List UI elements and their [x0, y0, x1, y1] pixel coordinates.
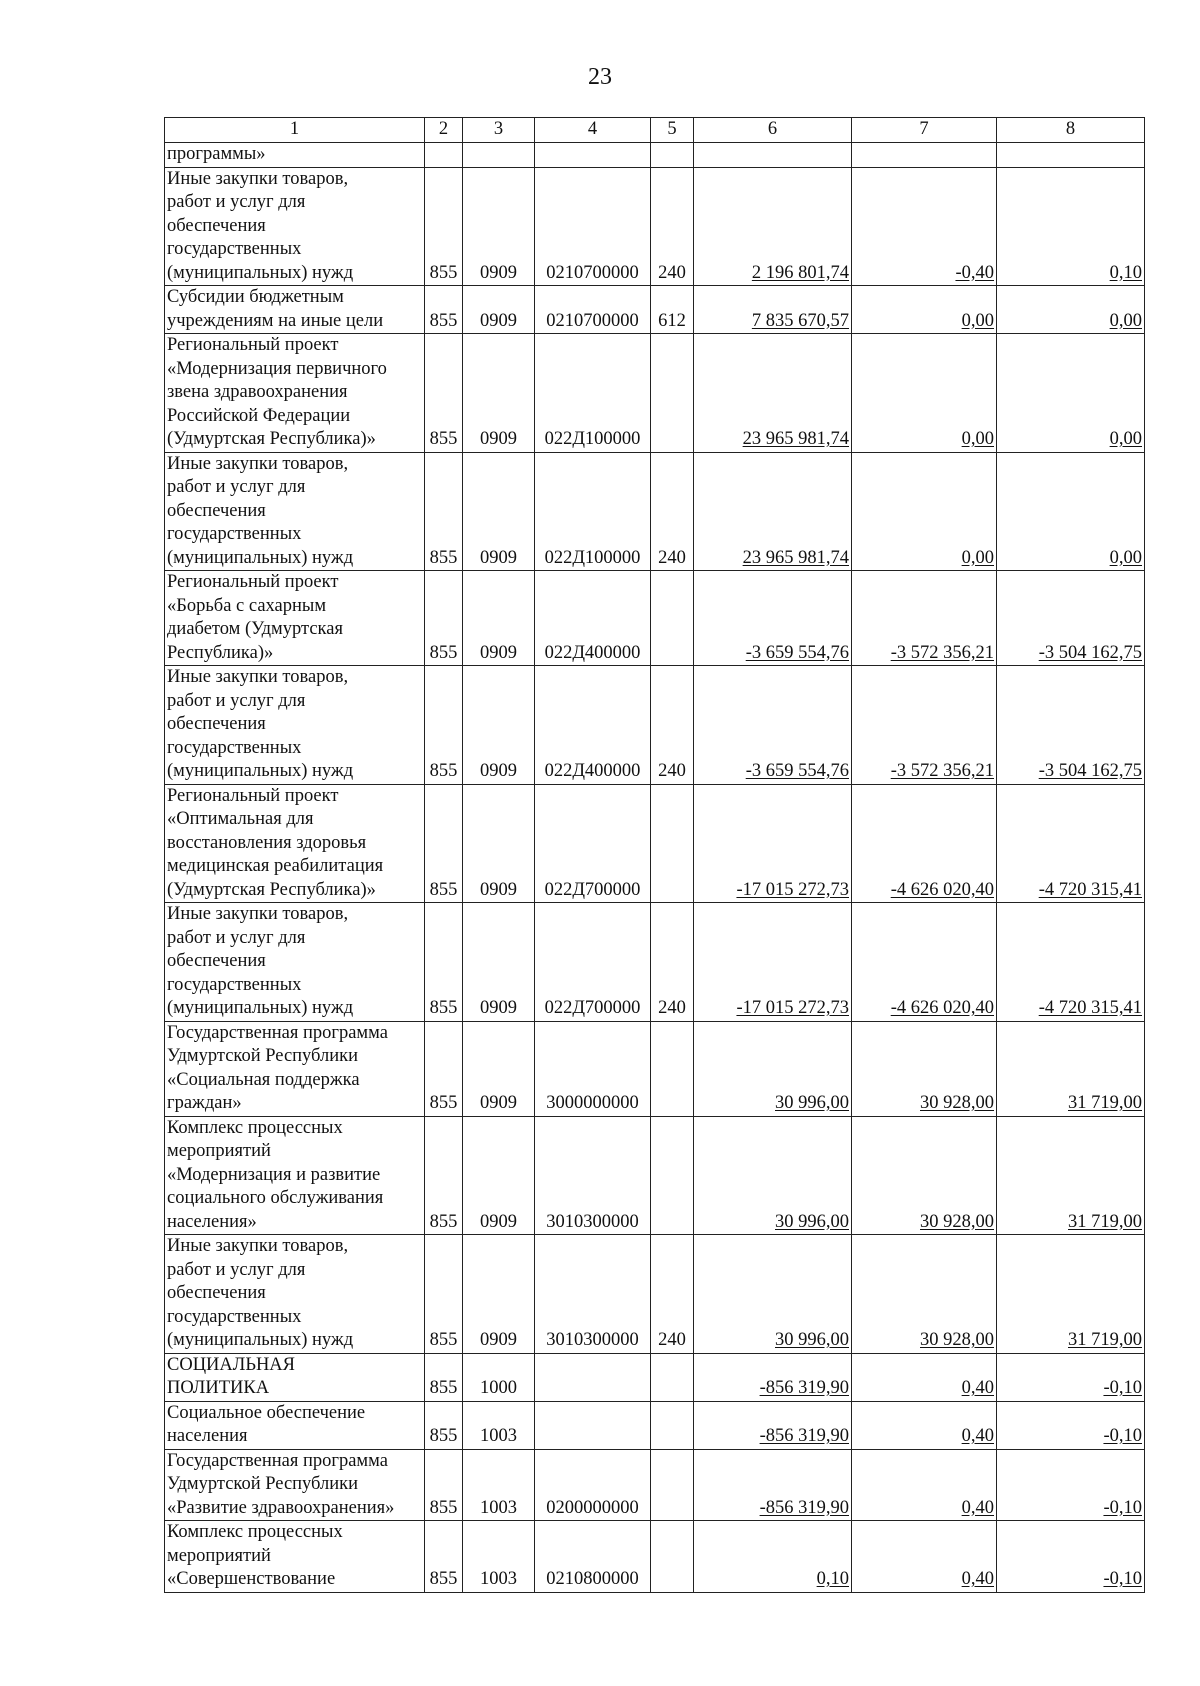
amount-col-6: 2 196 801,74: [694, 167, 852, 286]
ministry-code: 855: [425, 784, 463, 903]
ministry-code: 855: [425, 571, 463, 666]
target-article-code: 0210700000: [535, 286, 651, 334]
page-number: 23: [588, 64, 612, 90]
expense-type-code: [651, 143, 694, 168]
table-row: [165, 571, 1145, 666]
amount-col-8: 0,00: [997, 452, 1145, 571]
expense-type-code: [651, 1021, 694, 1116]
amount-col-7: 0,00: [852, 286, 997, 334]
amount-col-7: 0,40: [852, 1521, 997, 1593]
amount-col-8: -3 504 162,75: [997, 666, 1145, 785]
table-row: [165, 1449, 1145, 1521]
item-name: Субсидии бюджетным учреждениям на иные цели: [165, 286, 425, 334]
amount-col-6: 30 996,00: [694, 1116, 852, 1235]
ministry-code: 855: [425, 452, 463, 571]
amount-col-6: 7 835 670,57: [694, 286, 852, 334]
amount-col-8: -4 720 315,41: [997, 903, 1145, 1022]
table-row: [165, 1116, 1145, 1235]
table-row: [165, 784, 1145, 903]
expense-type-code: [651, 334, 694, 453]
amount-col-6: -17 015 272,73: [694, 903, 852, 1022]
amount-col-6: 23 965 981,74: [694, 452, 852, 571]
amount-col-8: -0,10: [997, 1521, 1145, 1593]
ministry-code: [425, 143, 463, 168]
item-name: Государственная программа Удмуртской Республики «Социальная поддержка граждан»: [165, 1021, 425, 1116]
amount-col-6: -3 659 554,76: [694, 571, 852, 666]
amount-col-7: 0,40: [852, 1353, 997, 1401]
amount-col-7: [852, 143, 997, 168]
amount-col-7: 0,40: [852, 1401, 997, 1449]
ministry-code: 855: [425, 1449, 463, 1521]
table-row: [165, 903, 1145, 1022]
amount-col-7: 0,00: [852, 452, 997, 571]
amount-col-7: -4 626 020,40: [852, 784, 997, 903]
table-row: [165, 1021, 1145, 1116]
target-article-code: [535, 1353, 651, 1401]
section-code: 1003: [463, 1449, 535, 1521]
expense-type-code: 240: [651, 666, 694, 785]
amount-col-8: 31 719,00: [997, 1021, 1145, 1116]
expense-type-code: 240: [651, 167, 694, 286]
column-header-3: 3: [463, 118, 535, 143]
table-row: [165, 1401, 1145, 1449]
ministry-code: 855: [425, 286, 463, 334]
table-row: [165, 1235, 1145, 1354]
amount-col-8: -4 720 315,41: [997, 784, 1145, 903]
ministry-code: 855: [425, 1401, 463, 1449]
section-code: 0909: [463, 1116, 535, 1235]
amount-col-8: -0,10: [997, 1401, 1145, 1449]
item-name: Иные закупки товаров, работ и услуг для обеспечения государственных (муниципальных) нужд: [165, 1235, 425, 1354]
target-article-code: 3010300000: [535, 1116, 651, 1235]
amount-col-8: [997, 143, 1145, 168]
amount-col-6: -856 319,90: [694, 1449, 852, 1521]
amount-col-7: -3 572 356,21: [852, 666, 997, 785]
amount-col-6: 23 965 981,74: [694, 334, 852, 453]
target-article-code: 022Д700000: [535, 784, 651, 903]
ministry-code: 855: [425, 903, 463, 1022]
target-article-code: [535, 143, 651, 168]
amount-col-8: 31 719,00: [997, 1235, 1145, 1354]
target-article-code: 022Д400000: [535, 666, 651, 785]
target-article-code: 0210700000: [535, 167, 651, 286]
expense-type-code: [651, 1401, 694, 1449]
table-row: [165, 1521, 1145, 1593]
amount-col-6: -17 015 272,73: [694, 784, 852, 903]
column-header-6: 6: [694, 118, 852, 143]
item-name: Иные закупки товаров, работ и услуг для обеспечения государственных (муниципальных) нужд: [165, 452, 425, 571]
expense-type-code: [651, 1521, 694, 1593]
header-row: [165, 118, 1145, 143]
expense-type-code: [651, 784, 694, 903]
ministry-code: 855: [425, 666, 463, 785]
section-code: 0909: [463, 1021, 535, 1116]
expense-type-code: [651, 1449, 694, 1521]
expense-type-code: 240: [651, 452, 694, 571]
amount-col-8: 31 719,00: [997, 1116, 1145, 1235]
amount-col-7: 30 928,00: [852, 1021, 997, 1116]
table-row: [165, 143, 1145, 168]
column-header-2: 2: [425, 118, 463, 143]
section-code: 0909: [463, 452, 535, 571]
target-article-code: 0210800000: [535, 1521, 651, 1593]
section-code: 1003: [463, 1401, 535, 1449]
item-name: СОЦИАЛЬНАЯ ПОЛИТИКА: [165, 1353, 425, 1401]
section-code: 1003: [463, 1521, 535, 1593]
ministry-code: 855: [425, 1116, 463, 1235]
table-row: [165, 334, 1145, 453]
item-name: Комплекс процессных мероприятий «Модернизация и развитие социального обслуживания населения»: [165, 1116, 425, 1235]
item-name: Региональный проект «Модернизация первичного звена здравоохранения Российской Федерации (Удмуртская Республика)»: [165, 334, 425, 453]
target-article-code: 022Д100000: [535, 334, 651, 453]
expense-type-code: [651, 1353, 694, 1401]
amount-col-6: -856 319,90: [694, 1353, 852, 1401]
amount-col-7: 30 928,00: [852, 1235, 997, 1354]
section-code: 0909: [463, 903, 535, 1022]
expense-type-code: [651, 571, 694, 666]
section-code: [463, 143, 535, 168]
section-code: 0909: [463, 666, 535, 785]
ministry-code: 855: [425, 1353, 463, 1401]
item-name: Иные закупки товаров, работ и услуг для обеспечения государственных (муниципальных) нужд: [165, 167, 425, 286]
target-article-code: 3000000000: [535, 1021, 651, 1116]
section-code: 0909: [463, 334, 535, 453]
target-article-code: 022Д400000: [535, 571, 651, 666]
column-header-1: 1: [165, 118, 425, 143]
table-row: [165, 452, 1145, 571]
expense-type-code: 240: [651, 903, 694, 1022]
amount-col-8: -3 504 162,75: [997, 571, 1145, 666]
amount-col-6: -856 319,90: [694, 1401, 852, 1449]
target-article-code: 022Д100000: [535, 452, 651, 571]
ministry-code: 855: [425, 1235, 463, 1354]
amount-col-7: -0,40: [852, 167, 997, 286]
ministry-code: 855: [425, 167, 463, 286]
section-code: 0909: [463, 784, 535, 903]
item-name: Государственная программа Удмуртской Республики «Развитие здравоохранения»: [165, 1449, 425, 1521]
amount-col-7: -4 626 020,40: [852, 903, 997, 1022]
column-header-7: 7: [852, 118, 997, 143]
amount-col-6: -3 659 554,76: [694, 666, 852, 785]
amount-col-8: 0,10: [997, 167, 1145, 286]
amount-col-7: 0,00: [852, 334, 997, 453]
ministry-code: 855: [425, 1521, 463, 1593]
amount-col-7: 0,40: [852, 1449, 997, 1521]
item-name: Социальное обеспечение населения: [165, 1401, 425, 1449]
section-code: 0909: [463, 286, 535, 334]
section-code: 0909: [463, 571, 535, 666]
amount-col-6: [694, 143, 852, 168]
target-article-code: 3010300000: [535, 1235, 651, 1354]
ministry-code: 855: [425, 1021, 463, 1116]
item-name: Региональный проект «Оптимальная для восстановления здоровья медицинская реабилитация (Удмуртская Республика)»: [165, 784, 425, 903]
column-header-8: 8: [997, 118, 1145, 143]
expense-type-code: 612: [651, 286, 694, 334]
amount-col-7: 30 928,00: [852, 1116, 997, 1235]
target-article-code: [535, 1401, 651, 1449]
item-name: Комплекс процессных мероприятий «Совершенствование: [165, 1521, 425, 1593]
expense-type-code: [651, 1116, 694, 1235]
section-code: 1000: [463, 1353, 535, 1401]
ministry-code: 855: [425, 334, 463, 453]
target-article-code: 0200000000: [535, 1449, 651, 1521]
amount-col-8: 0,00: [997, 334, 1145, 453]
amount-col-6: 30 996,00: [694, 1235, 852, 1354]
table-row: [165, 1353, 1145, 1401]
column-header-4: 4: [535, 118, 651, 143]
expense-type-code: 240: [651, 1235, 694, 1354]
item-name: Региональный проект «Борьба с сахарным диабетом (Удмуртская Республика)»: [165, 571, 425, 666]
amount-col-6: 30 996,00: [694, 1021, 852, 1116]
item-name: Иные закупки товаров, работ и услуг для обеспечения государственных (муниципальных) нужд: [165, 666, 425, 785]
column-header-5: 5: [651, 118, 694, 143]
table-row: [165, 286, 1145, 334]
amount-col-7: -3 572 356,21: [852, 571, 997, 666]
amount-col-8: -0,10: [997, 1449, 1145, 1521]
amount-col-8: -0,10: [997, 1353, 1145, 1401]
section-code: 0909: [463, 167, 535, 286]
target-article-code: 022Д700000: [535, 903, 651, 1022]
budget-table: [164, 117, 1145, 1593]
amount-col-6: 0,10: [694, 1521, 852, 1593]
table-body: [165, 143, 1145, 1593]
item-name: программы»: [165, 143, 425, 168]
table-row: [165, 167, 1145, 286]
item-name: Иные закупки товаров, работ и услуг для обеспечения государственных (муниципальных) нужд: [165, 903, 425, 1022]
section-code: 0909: [463, 1235, 535, 1354]
table-row: [165, 666, 1145, 785]
amount-col-8: 0,00: [997, 286, 1145, 334]
